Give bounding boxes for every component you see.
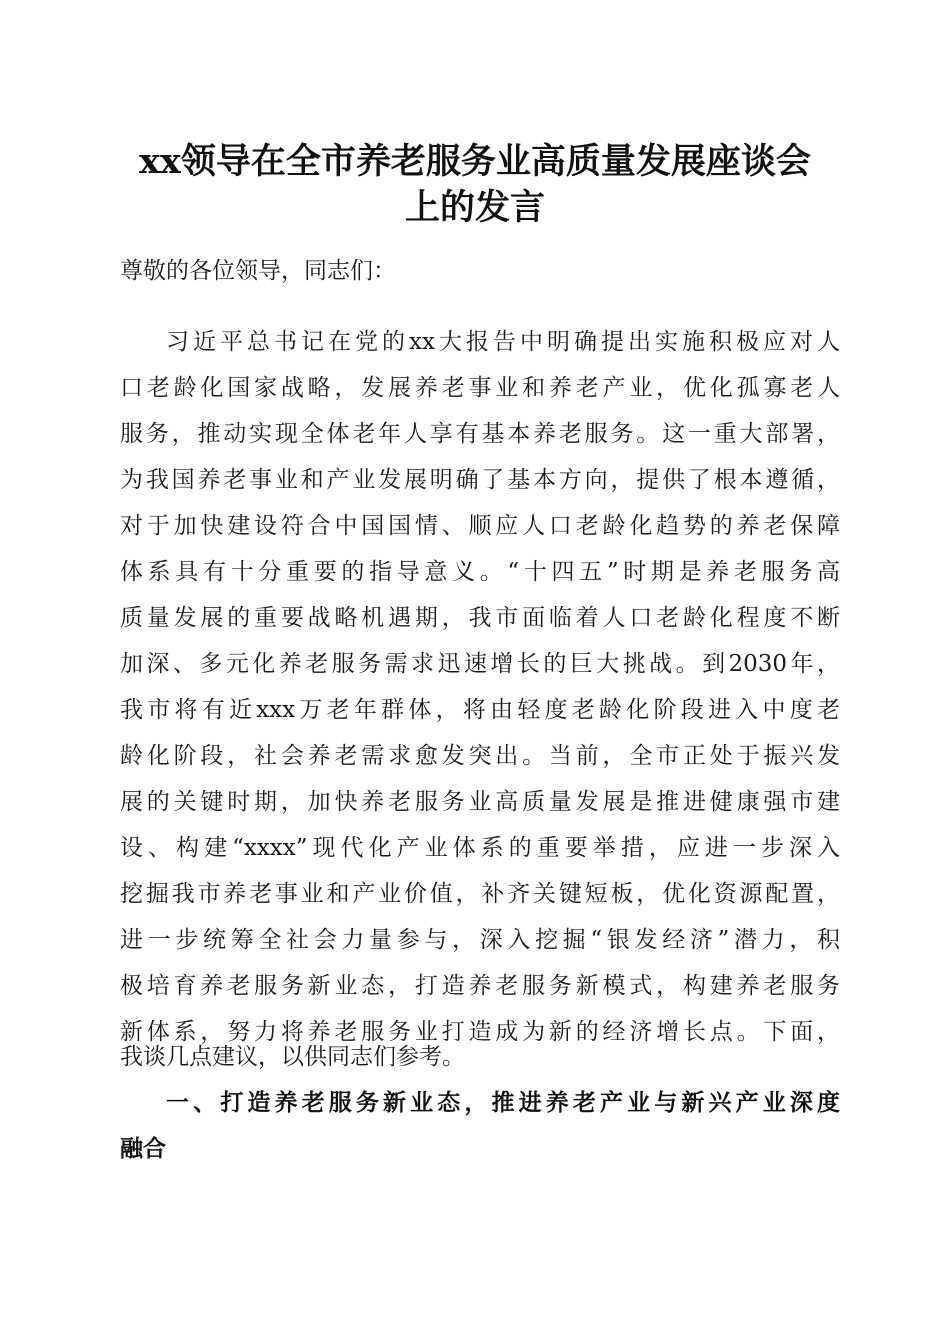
paragraph-line: 极培育养老服务新业态，打造养老服务新模式，构建养老服务 — [120, 973, 840, 999]
document-title-line-2: 上的发言 — [404, 187, 545, 228]
paragraph-line: 为我国养老事业和产业发展明确了基本方向，提供了根本遵循， — [120, 467, 840, 493]
paragraph-line: 挖掘我市养老事业和产业价值，补齐关键短板，优化资源配置， — [120, 881, 840, 907]
paragraph-line: 服务，推动实现全体老年人享有基本养老服务。这一重大部署， — [120, 421, 840, 447]
paragraph-line: 体系具有十分重要的指导意义。“十四五”时期是养老服务高 — [120, 559, 840, 585]
section-heading-line-2: 融合 — [120, 1136, 166, 1162]
paragraph-line-last: 我谈几点建议，以供同志们参考。 — [120, 1044, 465, 1070]
paragraph-line: 进一步统筹全社会力量参与，深入挖掘“银发经济”潜力，积 — [120, 927, 840, 953]
paragraph-line: 质量发展的重要战略机遇期，我市面临着人口老龄化程度不断 — [120, 605, 840, 631]
section-heading-line-1: 一、打造养老服务新业态，推进养老产业与新兴产业深度 — [166, 1090, 840, 1116]
paragraph-line: 口老龄化国家战略，发展养老事业和养老产业，优化孤寡老人 — [120, 375, 840, 401]
paragraph-line: 设、构建“xxxx”现代化产业体系的重要举措，应进一步深入 — [120, 835, 840, 861]
paragraph-line: 新体系，努力将养老服务业打造成为新的经济增长点。下面， — [120, 1019, 840, 1045]
paragraph-line: 对于加快建设符合中国国情、顺应人口老龄化趋势的养老保障 — [120, 513, 840, 539]
paragraph-line: 我市将有近xxx万老年群体，将由轻度老龄化阶段进入中度老 — [120, 697, 840, 723]
paragraph-line: 展的关键时期，加快养老服务业高质量发展是推进健康强市建 — [120, 789, 840, 815]
paragraph-line: 习近平总书记在党的xx大报告中明确提出实施积极应对人 — [166, 329, 840, 355]
salutation: 尊敬的各位领导，同志们： — [120, 258, 396, 284]
document-title-line-1: xx领导在全市养老服务业高质量发展座谈会 — [139, 141, 811, 182]
paragraph-line: 龄化阶段，社会养老需求愈发突出。当前，全市正处于振兴发 — [120, 743, 840, 769]
paragraph-line: 加深、多元化养老服务需求迅速增长的巨大挑战。到2030年， — [120, 651, 840, 677]
